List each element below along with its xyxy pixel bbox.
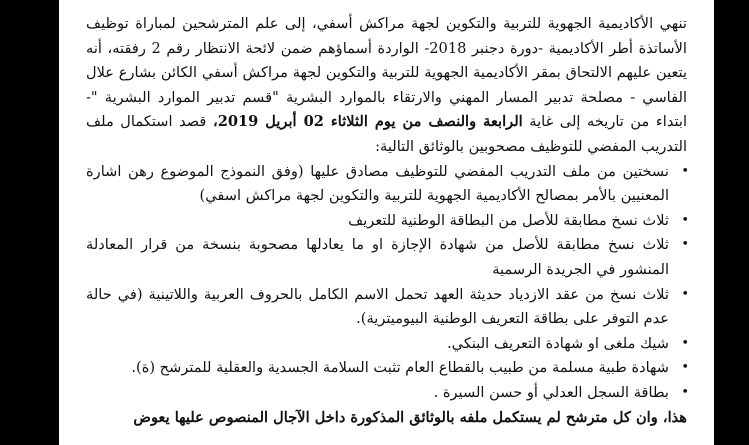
required-documents-list [86,160,687,406]
list-item [86,209,687,234]
bullet-icon: • [681,212,689,228]
list-item [86,356,687,381]
bullet-icon: • [681,237,689,253]
intro-deadline-bold: الرابعة والنصف من يوم الثلاثاء 02 أبريل 2019، [212,113,523,131]
list-item-text: نسختين من ملف التدريب المفضي للتوظيف مصادق عليها (وفق النموذج الموضوع رهن اشارة المعنيين بالأمر بمصالح الأكاديمية الجهوية للتربية والتكوين لجهة مراكش اسفي) [86,162,669,205]
list-item-text: ثلاث نسخ من عقد الازدياد حديثة العهد تحمل الاسم الكامل بالحروف العربية واللاتينية (في حالة عدم التوفر على بطاقة التعريف الوطنية البيوميترية). [86,285,669,328]
list-item [86,160,687,209]
intro-paragraph [86,12,687,160]
list-item-text: بطاقة السجل العدلي أو حسن السيرة . [433,383,669,401]
bullet-icon: • [681,286,689,302]
list-item-text: شيك ملغى او شهادة التعريف البنكي. [447,334,669,352]
list-item-text: شهادة طبية مسلمة من طبيب بالقطاع العام تثبت السلامة الجسدية والعقلية للمترشح (ة). [131,359,669,377]
closing-paragraph: هذا، وان كل مترشح لم يستكمل ملفه بالوثائق المذكورة داخل الآجال المنصوص عليها يعوض [133,408,687,426]
intro-text-part3: قصد استكمال ملف التدريب المفضي للتوظيف مصحوبين بالوثائق التالية: [86,113,687,155]
list-item [86,283,687,332]
intro-text-part1: تنهي الأكاديمية الجهوية للتربية والتكوين لجهة مراكش أسفي، إلى علم المترشحين لمباراة توظيف الأساتذة أطر الأكاديمية -دورة دجنبر 2018- الواردة أسماؤهم ضمن لائحة الانتظار رقم 2 رفقته، أنه يتعين عليهم الالتحاق بمقر الأكاديمية الجهوية للتربية والتكوين لجهة مراكش أسفي الكائن بشارع علال الفاسي - مصلحة تدبير المسار المهني والارتقاء بالموارد البشرية "قسم تدبير الموارد البشرية "- ابتداء من تاريخه إلى غاية [86,15,688,131]
list-item [86,332,687,357]
document-content [86,12,687,430]
bullet-icon: • [681,335,689,351]
list-item-text: ثلاث نسخ مطابقة للأصل من البطاقة الوطنية للتعريف [348,211,669,229]
bullet-icon: • [681,163,689,179]
document-page [59,0,714,445]
bullet-icon: • [681,384,689,400]
list-item [86,381,687,406]
list-item-text: ثلاث نسخ مطابقة للأصل من شهادة الإجازة او ما يعادلها مصحوبة بنسخة من قرار المعادلة المنشور في الجريدة الرسمية [86,236,669,278]
bullet-icon: • [681,360,689,376]
list-item [86,233,687,282]
